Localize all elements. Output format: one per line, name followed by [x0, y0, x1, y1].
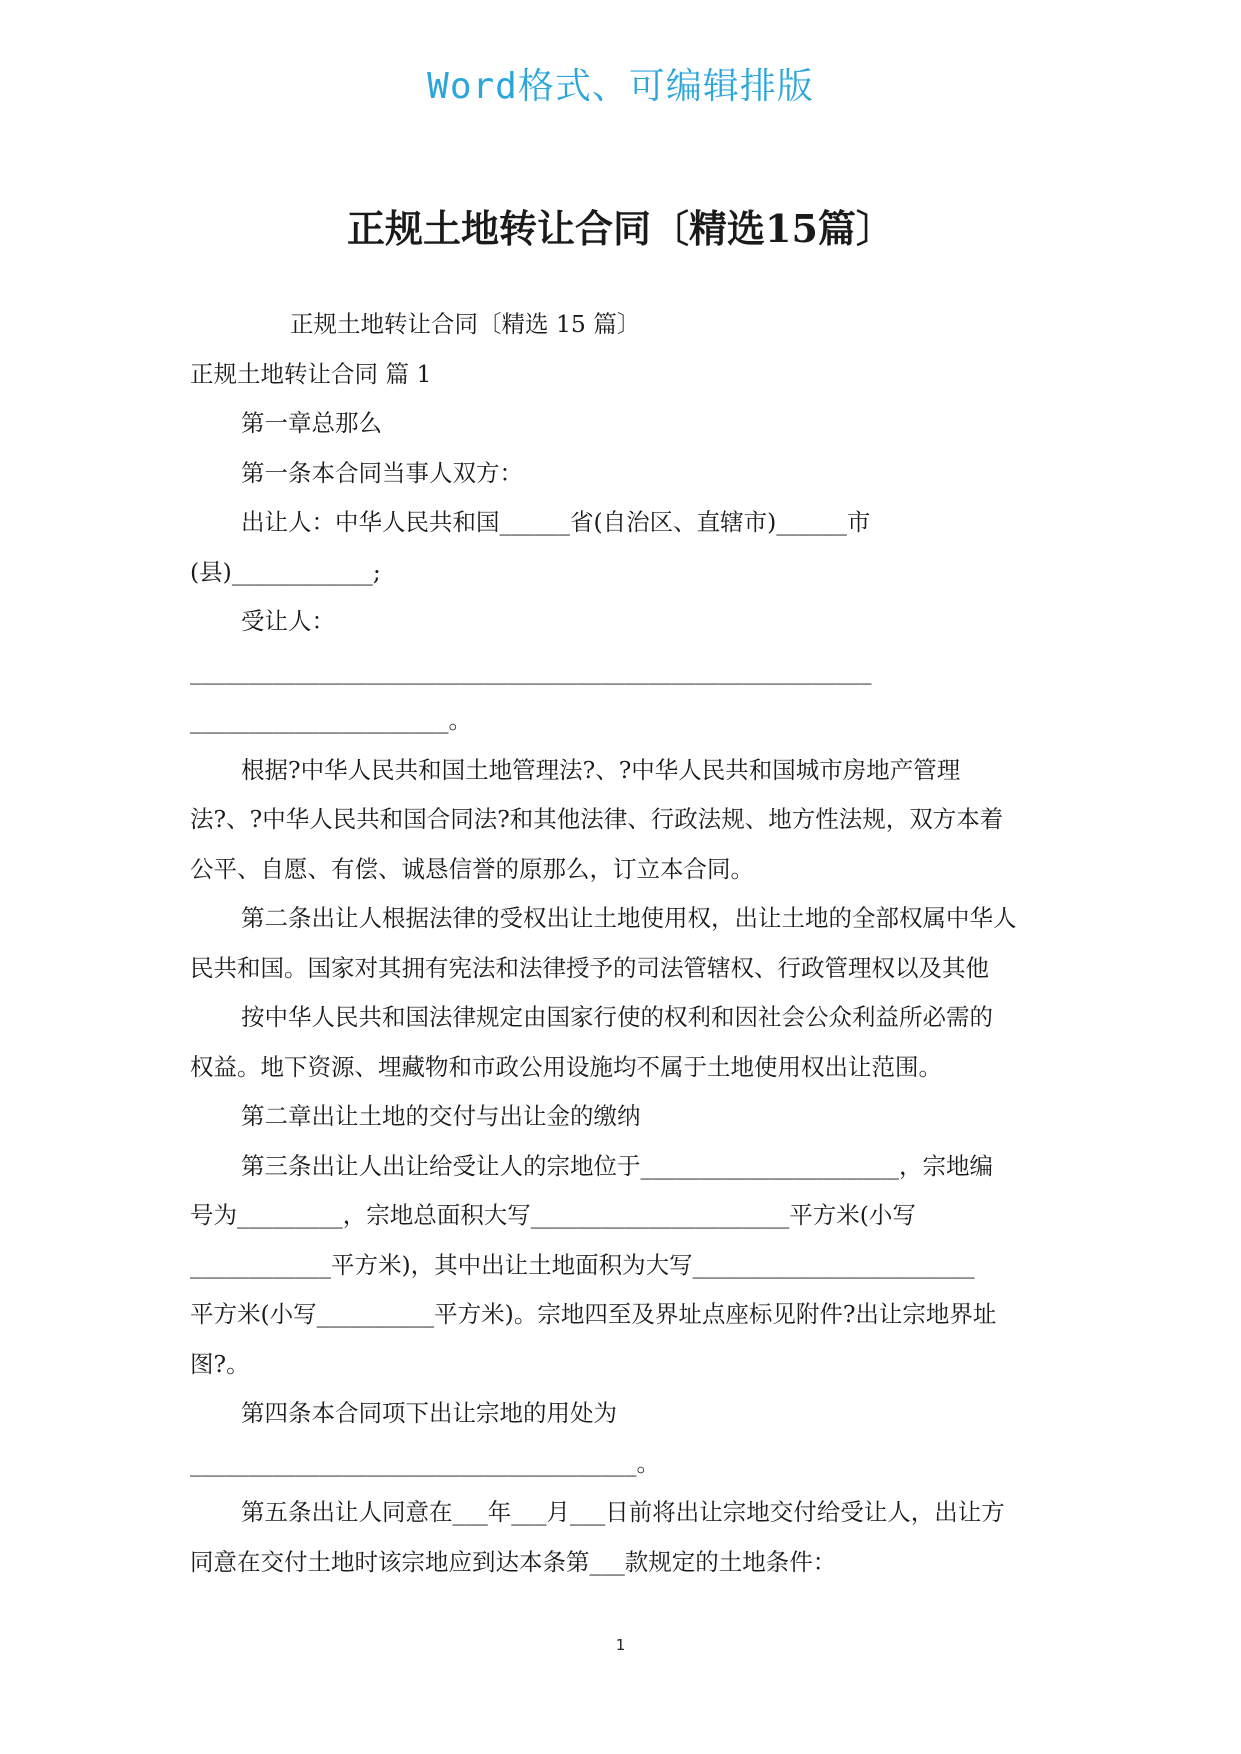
body-line: 平方米(小写__________平方米)。宗地四至及界址点座标见附件?出让宗地界址: [190, 1300, 997, 1328]
body-line: 第三条出让人出让给受让人的宗地位于______________________，宗地编: [241, 1151, 993, 1180]
document-title: 正规土地转让合同〔精选15篇〕: [347, 206, 894, 251]
body-line: 第一章总那么: [241, 409, 382, 437]
body-line: 出让人：中华人民共和国______省(自治区、直辖市)______市: [241, 508, 871, 536]
body-line: 第二条出让人根据法律的受权出让土地使用权，出让土地的全部权属中华人: [241, 904, 1017, 932]
page-number: 1: [615, 1636, 626, 1654]
body-line: 号为_________，宗地总面积大写______________________平方米(小写: [190, 1201, 916, 1229]
body-line: 图?。: [190, 1349, 250, 1378]
body-line: 权益。地下资源、埋藏物和市政公用设施均不属于土地使用权出让范围。: [190, 1052, 942, 1081]
body-line: 第一条本合同当事人双方：: [241, 458, 523, 487]
body-line: 按中华人民共和国法律规定由国家行使的权利和因社会公众利益所必需的: [241, 1003, 993, 1031]
document-body: [190, 300, 1056, 1587]
body-line: 同意在交付土地时该宗地应到达本条第___款规定的土地条件：: [190, 1547, 837, 1576]
body-line: 正规土地转让合同 篇 1: [190, 359, 432, 388]
body-line: 受让人：: [241, 607, 335, 635]
body-line: ______________________________________。: [190, 1448, 660, 1477]
body-line: 法?、?中华人民共和国合同法?和其他法律、行政法规、地方性法规，双方本着: [190, 805, 1004, 833]
body-line: __________________________________________________________: [190, 656, 872, 685]
body-line: 公平、自愿、有偿、诚恳信誉的原那么，订立本合同。: [190, 854, 754, 883]
body-line: ______________________。: [190, 706, 472, 734]
body-line: ____________平方米)，其中出让土地面积为大写________________________: [190, 1250, 975, 1279]
body-line: 根据?中华人民共和国土地管理法?、?中华人民共和国城市房地产管理: [241, 755, 961, 784]
body-line: (县)____________;: [190, 557, 381, 586]
body-line: 第五条出让人同意在___年___月___日前将出让宗地交付给受让人，出让方: [241, 1498, 1005, 1526]
body-line: 第二章出让土地的交付与出让金的缴纳: [241, 1102, 641, 1130]
banner-watermark: Word格式、可编辑排版: [427, 66, 814, 107]
body-line: 正规土地转让合同〔精选 15 篇〕: [290, 310, 641, 338]
body-line: 民共和国。国家对其拥有宪法和法律授予的司法管辖权、行政管理权以及其他: [190, 953, 989, 982]
body-line: 第四条本合同项下出让宗地的用处为: [241, 1399, 617, 1427]
